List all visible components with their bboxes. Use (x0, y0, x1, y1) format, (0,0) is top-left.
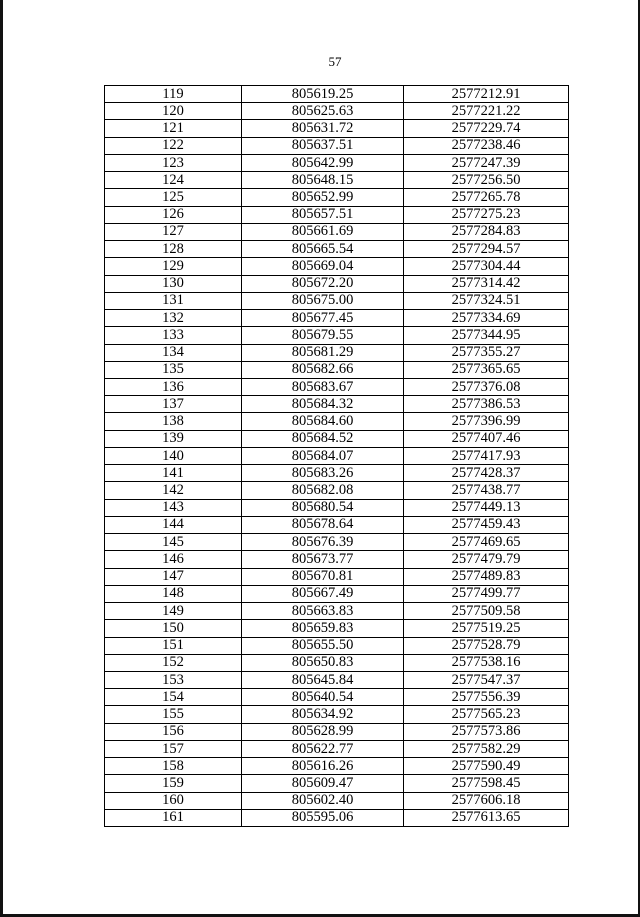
point-number-cell: 143 (105, 499, 242, 516)
table-row (105, 206, 569, 223)
coordinates-table (104, 85, 569, 827)
table-row (105, 189, 569, 206)
x-coordinate-cell: 805683.67 (242, 378, 404, 395)
y-coordinate-cell: 2577212.91 (404, 86, 569, 103)
x-coordinate-cell: 805678.64 (242, 516, 404, 533)
x-coordinate-cell: 805625.63 (242, 103, 404, 120)
y-coordinate-cell: 2577565.23 (404, 706, 569, 723)
x-coordinate-cell: 805675.00 (242, 292, 404, 309)
table-row (105, 637, 569, 654)
y-coordinate-cell: 2577449.13 (404, 499, 569, 516)
y-coordinate-cell: 2577556.39 (404, 689, 569, 706)
y-coordinate-cell: 2577324.51 (404, 292, 569, 309)
y-coordinate-cell: 2577314.42 (404, 275, 569, 292)
x-coordinate-cell: 805661.69 (242, 223, 404, 240)
y-coordinate-cell: 2577613.65 (404, 809, 569, 826)
x-coordinate-cell: 805637.51 (242, 137, 404, 154)
table-row (105, 258, 569, 275)
y-coordinate-cell: 2577438.77 (404, 482, 569, 499)
table-row (105, 792, 569, 809)
scan-edge-left (0, 0, 3, 917)
y-coordinate-cell: 2577407.46 (404, 430, 569, 447)
x-coordinate-cell: 805609.47 (242, 775, 404, 792)
table-row (105, 620, 569, 637)
x-coordinate-cell: 805642.99 (242, 154, 404, 171)
x-coordinate-cell: 805681.29 (242, 344, 404, 361)
y-coordinate-cell: 2577396.99 (404, 413, 569, 430)
x-coordinate-cell: 805622.77 (242, 740, 404, 757)
table-row (105, 775, 569, 792)
x-coordinate-cell: 805679.55 (242, 327, 404, 344)
table-row (105, 292, 569, 309)
y-coordinate-cell: 2577547.37 (404, 671, 569, 688)
x-coordinate-cell: 805619.25 (242, 86, 404, 103)
table-row (105, 740, 569, 757)
point-number-cell: 126 (105, 206, 242, 223)
point-number-cell: 131 (105, 292, 242, 309)
table-row (105, 758, 569, 775)
table-row (105, 275, 569, 292)
y-coordinate-cell: 2577469.65 (404, 534, 569, 551)
table-row (105, 534, 569, 551)
y-coordinate-cell: 2577590.49 (404, 758, 569, 775)
point-number-cell: 159 (105, 775, 242, 792)
x-coordinate-cell: 805677.45 (242, 310, 404, 327)
x-coordinate-cell: 805595.06 (242, 809, 404, 826)
table-row (105, 516, 569, 533)
point-number-cell: 146 (105, 551, 242, 568)
table-row (105, 361, 569, 378)
x-coordinate-cell: 805659.83 (242, 620, 404, 637)
x-coordinate-cell: 805684.07 (242, 447, 404, 464)
table-row (105, 568, 569, 585)
table-row (105, 585, 569, 602)
page-number: 57 (328, 54, 342, 69)
x-coordinate-cell: 805640.54 (242, 689, 404, 706)
x-coordinate-cell: 805670.81 (242, 568, 404, 585)
point-number-cell: 125 (105, 189, 242, 206)
y-coordinate-cell: 2577582.29 (404, 740, 569, 757)
point-number-cell: 145 (105, 534, 242, 551)
x-coordinate-cell: 805683.26 (242, 465, 404, 482)
x-coordinate-cell: 805616.26 (242, 758, 404, 775)
x-coordinate-cell: 805669.04 (242, 258, 404, 275)
point-number-cell: 137 (105, 396, 242, 413)
y-coordinate-cell: 2577229.74 (404, 120, 569, 137)
y-coordinate-cell: 2577538.16 (404, 654, 569, 671)
x-coordinate-cell: 805682.08 (242, 482, 404, 499)
x-coordinate-cell: 805663.83 (242, 603, 404, 620)
point-number-cell: 152 (105, 654, 242, 671)
y-coordinate-cell: 2577428.37 (404, 465, 569, 482)
x-coordinate-cell: 805684.60 (242, 413, 404, 430)
x-coordinate-cell: 805652.99 (242, 189, 404, 206)
point-number-cell: 136 (105, 378, 242, 395)
y-coordinate-cell: 2577499.77 (404, 585, 569, 602)
table-row (105, 430, 569, 447)
point-number-cell: 129 (105, 258, 242, 275)
x-coordinate-cell: 805628.99 (242, 723, 404, 740)
point-number-cell: 148 (105, 585, 242, 602)
y-coordinate-cell: 2577386.53 (404, 396, 569, 413)
x-coordinate-cell: 805672.20 (242, 275, 404, 292)
point-number-cell: 140 (105, 447, 242, 464)
x-coordinate-cell: 805676.39 (242, 534, 404, 551)
point-number-cell: 120 (105, 103, 242, 120)
table-row (105, 86, 569, 103)
coordinates-table-body (105, 86, 569, 827)
table-row (105, 396, 569, 413)
x-coordinate-cell: 805650.83 (242, 654, 404, 671)
table-row (105, 447, 569, 464)
y-coordinate-cell: 2577221.22 (404, 103, 569, 120)
table-row (105, 103, 569, 120)
point-number-cell: 157 (105, 740, 242, 757)
point-number-cell: 132 (105, 310, 242, 327)
y-coordinate-cell: 2577294.57 (404, 241, 569, 258)
point-number-cell: 154 (105, 689, 242, 706)
table-row (105, 154, 569, 171)
y-coordinate-cell: 2577344.95 (404, 327, 569, 344)
table-row (105, 344, 569, 361)
point-number-cell: 150 (105, 620, 242, 637)
table-row (105, 327, 569, 344)
point-number-cell: 149 (105, 603, 242, 620)
table-row (105, 499, 569, 516)
y-coordinate-cell: 2577304.44 (404, 258, 569, 275)
point-number-cell: 135 (105, 361, 242, 378)
table-row (105, 482, 569, 499)
y-coordinate-cell: 2577334.69 (404, 310, 569, 327)
point-number-cell: 134 (105, 344, 242, 361)
y-coordinate-cell: 2577238.46 (404, 137, 569, 154)
table-row (105, 120, 569, 137)
table-row (105, 706, 569, 723)
y-coordinate-cell: 2577519.25 (404, 620, 569, 637)
point-number-cell: 130 (105, 275, 242, 292)
x-coordinate-cell: 805682.66 (242, 361, 404, 378)
y-coordinate-cell: 2577489.83 (404, 568, 569, 585)
table-row (105, 671, 569, 688)
point-number-cell: 139 (105, 430, 242, 447)
point-number-cell: 144 (105, 516, 242, 533)
table-row (105, 413, 569, 430)
table-row (105, 310, 569, 327)
point-number-cell: 142 (105, 482, 242, 499)
point-number-cell: 158 (105, 758, 242, 775)
x-coordinate-cell: 805657.51 (242, 206, 404, 223)
y-coordinate-cell: 2577417.93 (404, 447, 569, 464)
y-coordinate-cell: 2577284.83 (404, 223, 569, 240)
point-number-cell: 128 (105, 241, 242, 258)
y-coordinate-cell: 2577509.58 (404, 603, 569, 620)
point-number-cell: 147 (105, 568, 242, 585)
point-number-cell: 141 (105, 465, 242, 482)
point-number-cell: 122 (105, 137, 242, 154)
y-coordinate-cell: 2577528.79 (404, 637, 569, 654)
y-coordinate-cell: 2577606.18 (404, 792, 569, 809)
x-coordinate-cell: 805602.40 (242, 792, 404, 809)
y-coordinate-cell: 2577573.86 (404, 723, 569, 740)
x-coordinate-cell: 805684.32 (242, 396, 404, 413)
x-coordinate-cell: 805648.15 (242, 172, 404, 189)
table-row (105, 551, 569, 568)
point-number-cell: 151 (105, 637, 242, 654)
table-row (105, 241, 569, 258)
table-row (105, 723, 569, 740)
x-coordinate-cell: 805667.49 (242, 585, 404, 602)
x-coordinate-cell: 805684.52 (242, 430, 404, 447)
point-number-cell: 133 (105, 327, 242, 344)
point-number-cell: 121 (105, 120, 242, 137)
table-row (105, 654, 569, 671)
point-number-cell: 160 (105, 792, 242, 809)
y-coordinate-cell: 2577247.39 (404, 154, 569, 171)
table-row (105, 689, 569, 706)
x-coordinate-cell: 805645.84 (242, 671, 404, 688)
point-number-cell: 161 (105, 809, 242, 826)
table-row (105, 809, 569, 826)
x-coordinate-cell: 805673.77 (242, 551, 404, 568)
x-coordinate-cell: 805631.72 (242, 120, 404, 137)
point-number-cell: 124 (105, 172, 242, 189)
point-number-cell: 127 (105, 223, 242, 240)
y-coordinate-cell: 2577479.79 (404, 551, 569, 568)
y-coordinate-cell: 2577459.43 (404, 516, 569, 533)
point-number-cell: 119 (105, 86, 242, 103)
y-coordinate-cell: 2577275.23 (404, 206, 569, 223)
x-coordinate-cell: 805680.54 (242, 499, 404, 516)
x-coordinate-cell: 805665.54 (242, 241, 404, 258)
x-coordinate-cell: 805634.92 (242, 706, 404, 723)
y-coordinate-cell: 2577365.65 (404, 361, 569, 378)
table-row (105, 223, 569, 240)
y-coordinate-cell: 2577256.50 (404, 172, 569, 189)
point-number-cell: 153 (105, 671, 242, 688)
table-row (105, 137, 569, 154)
x-coordinate-cell: 805655.50 (242, 637, 404, 654)
point-number-cell: 156 (105, 723, 242, 740)
point-number-cell: 138 (105, 413, 242, 430)
y-coordinate-cell: 2577376.08 (404, 378, 569, 395)
y-coordinate-cell: 2577355.27 (404, 344, 569, 361)
table-row (105, 172, 569, 189)
y-coordinate-cell: 2577265.78 (404, 189, 569, 206)
point-number-cell: 123 (105, 154, 242, 171)
y-coordinate-cell: 2577598.45 (404, 775, 569, 792)
table-row (105, 378, 569, 395)
table-row (105, 465, 569, 482)
point-number-cell: 155 (105, 706, 242, 723)
table-row (105, 603, 569, 620)
